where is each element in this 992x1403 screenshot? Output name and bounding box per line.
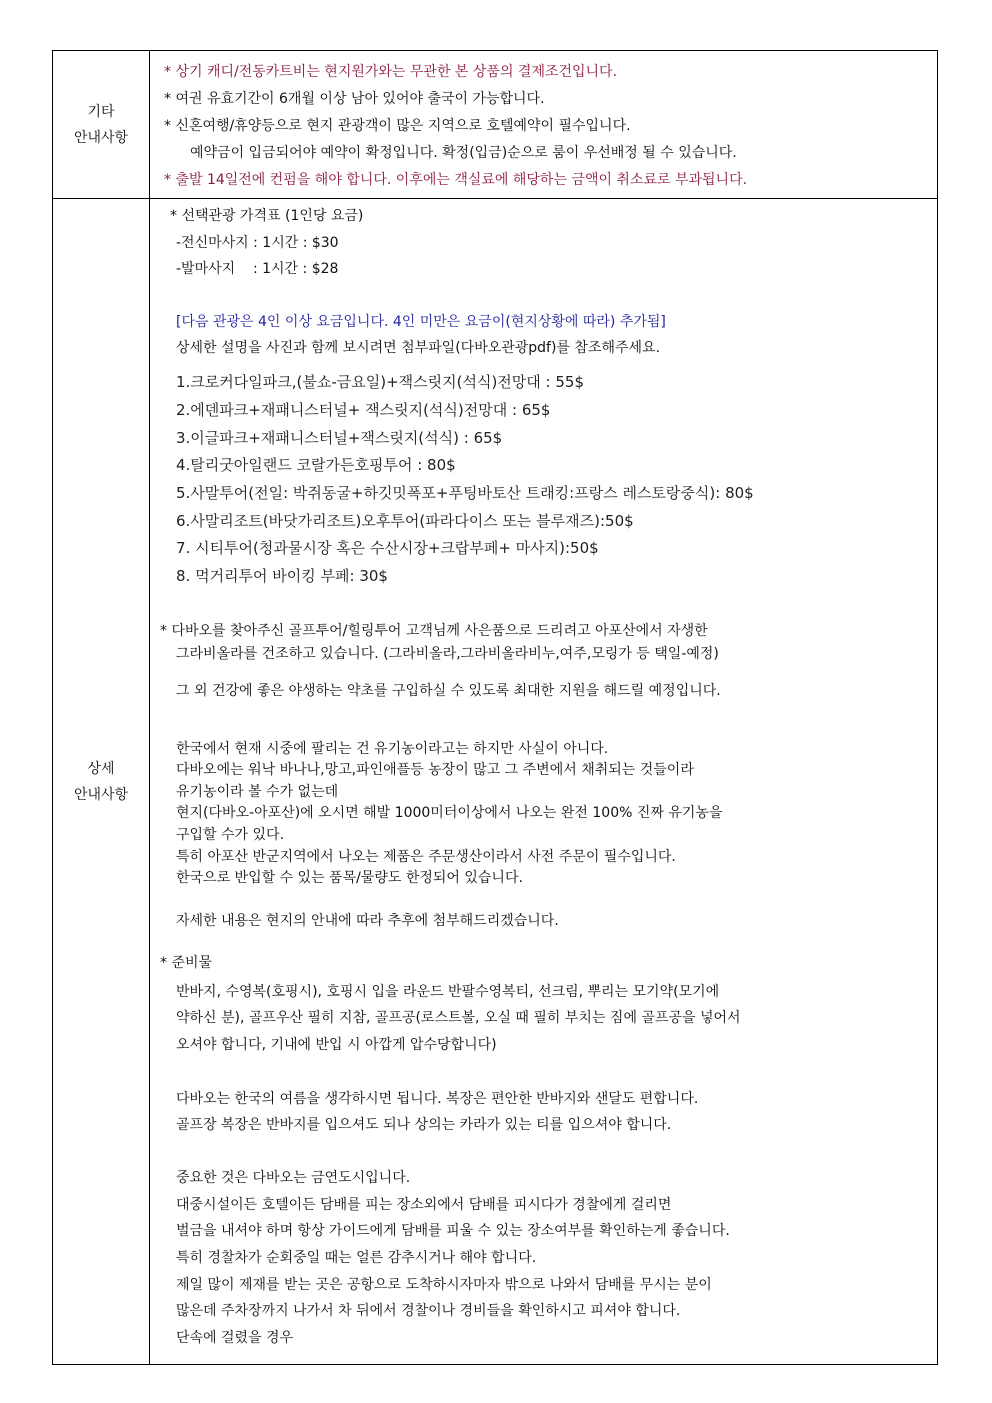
label-line: 안내사항	[73, 129, 129, 146]
smoking-line: 많은데 주차장까지 나가서 차 뒤에서 경찰이나 경비들을 확인하시고 피셔야 합니다.	[176, 1303, 681, 1319]
etc-notice-row	[53, 51, 937, 199]
tour-item: 7. 시티투어(청과물시장 혹은 수산시장+크랍부페+ 마사지):50$	[176, 539, 599, 557]
price-title: * 선택관광 가격표 (1인당 요금)	[170, 208, 364, 224]
label-line: 기타	[87, 103, 115, 120]
smoking-line: 중요한 것은 다바오는 금연도시입니다.	[176, 1170, 411, 1186]
price-item: -발마사지 : 1시간 : $28	[176, 261, 339, 277]
notice-line: 예약금이 입금되어야 예약이 확정입니다. 확정(입금)순으로 룸이 우선배정 될 수 있습니다.	[190, 145, 737, 161]
tour-item: 4.탈리굿아일랜드 코랄가든호핑투어 : 80$	[176, 456, 456, 474]
tour-item: 8. 먹거리투어 바이킹 부페: 30$	[176, 567, 388, 585]
notice-line: * 출발 14일전에 컨펌을 해야 합니다. 이후에는 객실료에 해당하는 금액이 취소료로 부과됩니다.	[164, 172, 748, 188]
tour-item: 2.에덴파크+재패니스터널+ 잭스릿지(석식)전망대 : 65$	[176, 401, 551, 419]
organic-line: 현지(다바오-아포산)에 오시면 해발 1000미터이상에서 나오는 완전 100% 진짜 유기농을	[176, 805, 723, 821]
tour-item: 3.이글파크+재패니스터널+잭스릿지(석식) : 65$	[176, 429, 503, 447]
tour-item: 6.사말리조트(바닷가리조트)오후투어(파라다이스 또는 블루재즈):50$	[176, 512, 634, 530]
organic-line: 한국으로 반입할 수 있는 품목/물량도 한정되어 있습니다.	[176, 870, 523, 886]
notice-line: * 여권 유효기간이 6개월 이상 남아 있어야 출국이 가능합니다.	[164, 91, 545, 107]
weather-line: 다바오는 한국의 여름을 생각하시면 됩니다. 복장은 편안한 반바지와 샌달도 편합니다.	[176, 1091, 699, 1107]
gift-line: 그 외 건강에 좋은 야생하는 약초를 구입하실 수 있도록 최대한 지원을 해드릴 예정입니다.	[176, 683, 721, 699]
prep-line: 약하신 분), 골프우산 필히 지참, 골프공(로스트볼, 오실 때 필히 부치는 짐에 골프공을 넣어서	[176, 1010, 741, 1026]
etc-notice-label	[53, 51, 150, 198]
label-line: 안내사항	[73, 786, 129, 803]
prep-line: 반바지, 수영복(호핑시), 호핑시 입을 라운드 반팔수영복티, 선크림, 뿌리는 모기약(모기에	[176, 984, 720, 1000]
gift-line: 그라비올라를 건조하고 있습니다. (그라비올라,그라비올라비누,여주,모링가 등 택일-예정)	[176, 646, 719, 662]
smoking-line: 단속에 걸렸을 경우	[176, 1330, 294, 1346]
tour-item: 5.사말투어(전일: 박쥐동굴+하깃밋폭포+푸팅바토산 트래킹:프랑스 레스토랑중식): 80$	[176, 484, 754, 502]
prep-line: 오셔야 합니다, 기내에 반입 시 아깝게 압수당합니다)	[176, 1037, 497, 1053]
organic-line: 유기농이라 볼 수가 없는데	[176, 784, 339, 800]
weather-line: 골프장 복장은 반바지를 입으셔도 되나 상의는 카라가 있는 티를 입으셔야 합니다.	[176, 1117, 672, 1133]
notice-line: * 신혼여행/휴양등으로 현지 관광객이 많은 지역으로 호텔예약이 필수입니다.	[164, 118, 631, 134]
etc-notice-content	[150, 51, 937, 198]
label-line: 상세	[87, 760, 115, 777]
prep-title: * 준비물	[160, 955, 213, 971]
attachment-notice: 상세한 설명을 사진과 함께 보시려면 첨부파일(다바오관광pdf)를 참조해주세요.	[176, 340, 661, 356]
organic-line: 한국에서 현재 시중에 팔리는 건 유기농이라고는 하지만 사실이 아니다.	[176, 741, 609, 757]
organic-line: 구입할 수가 있다.	[176, 827, 285, 843]
organic-line: 특히 아포산 반군지역에서 나오는 제품은 주문생산이라서 사전 주문이 필수입니다.	[176, 849, 676, 865]
smoking-line: 벌금을 내셔야 하며 항상 가이드에게 담배를 피울 수 있는 장소여부를 확인하는게 좋습니다.	[176, 1223, 730, 1239]
detail-later-line: 자세한 내용은 현지의 안내에 따라 추후에 첨부해드리겠습니다.	[176, 913, 559, 929]
detail-notice-label	[53, 199, 150, 1364]
tour-item: 1.크로커다일파크,(불쇼-금요일)+잭스릿지(석식)전망대 : 55$	[176, 373, 584, 391]
price-item: -전신마사지 : 1시간 : $30	[176, 235, 339, 251]
smoking-line: 특히 경찰차가 순회중일 때는 얼른 감추시거나 해야 합니다.	[176, 1250, 537, 1266]
gift-line: * 다바오를 찾아주신 골프투어/힐링투어 고객님께 사은품으로 드리려고 아포산에서 자생한	[160, 623, 708, 639]
info-table	[52, 50, 938, 1365]
group-price-notice: [다음 관광은 4인 이상 요금입니다. 4인 미만은 요금이(현지상황에 따라) 추가됨]	[176, 314, 666, 330]
organic-line: 다바오에는 워낙 바나나,망고,파인애플등 농장이 많고 그 주변에서 채취되는 것들이라	[176, 762, 694, 778]
notice-line: * 상기 캐디/전동카트비는 현지원가와는 무관한 본 상품의 결제조건입니다.	[164, 64, 618, 80]
detail-notice-content	[150, 199, 937, 1364]
smoking-line: 제일 많이 제재를 받는 곳은 공항으로 도착하시자마자 밖으로 나와서 담배를 무시는 분이	[176, 1277, 712, 1293]
detail-notice-row	[53, 199, 937, 1364]
smoking-line: 대중시설이든 호텔이든 담배를 피는 장소외에서 담배를 피시다가 경찰에게 걸리면	[176, 1197, 672, 1213]
